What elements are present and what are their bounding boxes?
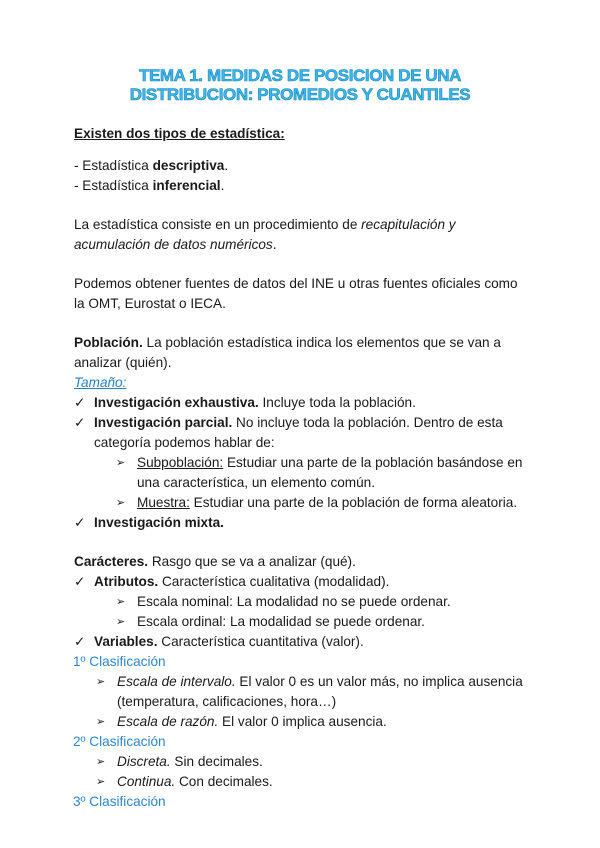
intro-heading: Existen dos tipos de estadística: [74, 126, 285, 141]
check-icon: ✓ [74, 574, 86, 589]
check-icon: ✓ [74, 515, 86, 530]
check-item-exhaustiva: ✓ Investigación exhaustiva. Incluye toda la población. [74, 393, 524, 413]
check-icon: ✓ [74, 634, 86, 649]
type-item-descriptiva: - Estadística descriptiva. [74, 158, 229, 173]
sub-item-escala-ordinal: ➢ Escala ordinal: La modalidad se puede ordenar. [116, 612, 524, 632]
tamano-label: Tamaño: [74, 375, 127, 390]
title-line-2: DISTRIBUCION: PROMEDIOS Y CUANTILES [129, 85, 471, 104]
arrow-bullet-icon: ➢ [116, 457, 126, 469]
check-icon: ✓ [74, 395, 86, 410]
page-title [0, 66, 600, 104]
title-line-1: TEMA 1. MEDIDAS DE POSICION DE UNA [138, 66, 462, 85]
arrow-bullet-icon: ➢ [116, 616, 126, 628]
document-body [74, 124, 524, 812]
sub-item-escala-intervalo: ➢ Escala de intervalo. El valor 0 es un valor más, no implica ausencia (temperatura, calificaciones, hora…) [96, 674, 523, 709]
sub-item-muestra: ➢ Muestra: Estudiar una parte de la población de forma aleatoria. [116, 493, 524, 513]
type-item-inferencial: - Estadística inferencial. [74, 178, 225, 193]
sub-item-discreta: ➢ Discreta. Sin decimales. [96, 752, 524, 772]
check-item-parcial: ✓ Investigación parcial. No incluye toda la población. Dentro de esta categoría podemos hablar de: [74, 415, 503, 450]
sub-item-continua: ➢ Continua. Con decimales. [96, 772, 524, 792]
arrow-bullet-icon: ➢ [116, 497, 126, 509]
sources-paragraph: Podemos obtener fuentes de datos del INE u otras fuentes oficiales como la OMT, Eurostat o IECA. [74, 276, 518, 311]
clasificacion-2-heading: 2º Clasificación [73, 734, 166, 749]
definition-paragraph: La estadística consiste en un procedimiento de recapitulación y acumulación de datos numéricos. [74, 217, 456, 252]
check-item-variables: ✓ Variables. Característica cuantitativa (valor). [74, 632, 524, 652]
clasificacion-3-heading: 3º Clasificación [73, 794, 166, 809]
check-icon: ✓ [74, 415, 86, 430]
arrow-bullet-icon: ➢ [96, 716, 106, 728]
sub-item-escala-razon: ➢ Escala de razón. El valor 0 implica ausencia. [96, 712, 524, 732]
sub-item-escala-nominal: ➢ Escala nominal: La modalidad no se puede ordenar. [116, 592, 524, 612]
arrow-bullet-icon: ➢ [96, 756, 106, 768]
arrow-bullet-icon: ➢ [96, 776, 106, 788]
clasificacion-1-heading: 1º Clasificación [73, 654, 166, 669]
check-item-mixta: ✓ Investigación mixta. [74, 513, 524, 533]
poblacion-paragraph: Población. La población estadística indica los elementos que se van a analizar (quién). [74, 335, 501, 370]
check-item-atributos: ✓ Atributos. Característica cualitativa (modalidad). [74, 572, 524, 592]
arrow-bullet-icon: ➢ [96, 676, 106, 688]
caracteres-paragraph: Carácteres. Rasgo que se va a analizar (qué). [74, 554, 356, 569]
arrow-bullet-icon: ➢ [116, 596, 126, 608]
sub-item-subpoblacion: ➢ Subpoblación: Estudiar una parte de la población basándose en una característica, un elemento común. [116, 455, 523, 490]
